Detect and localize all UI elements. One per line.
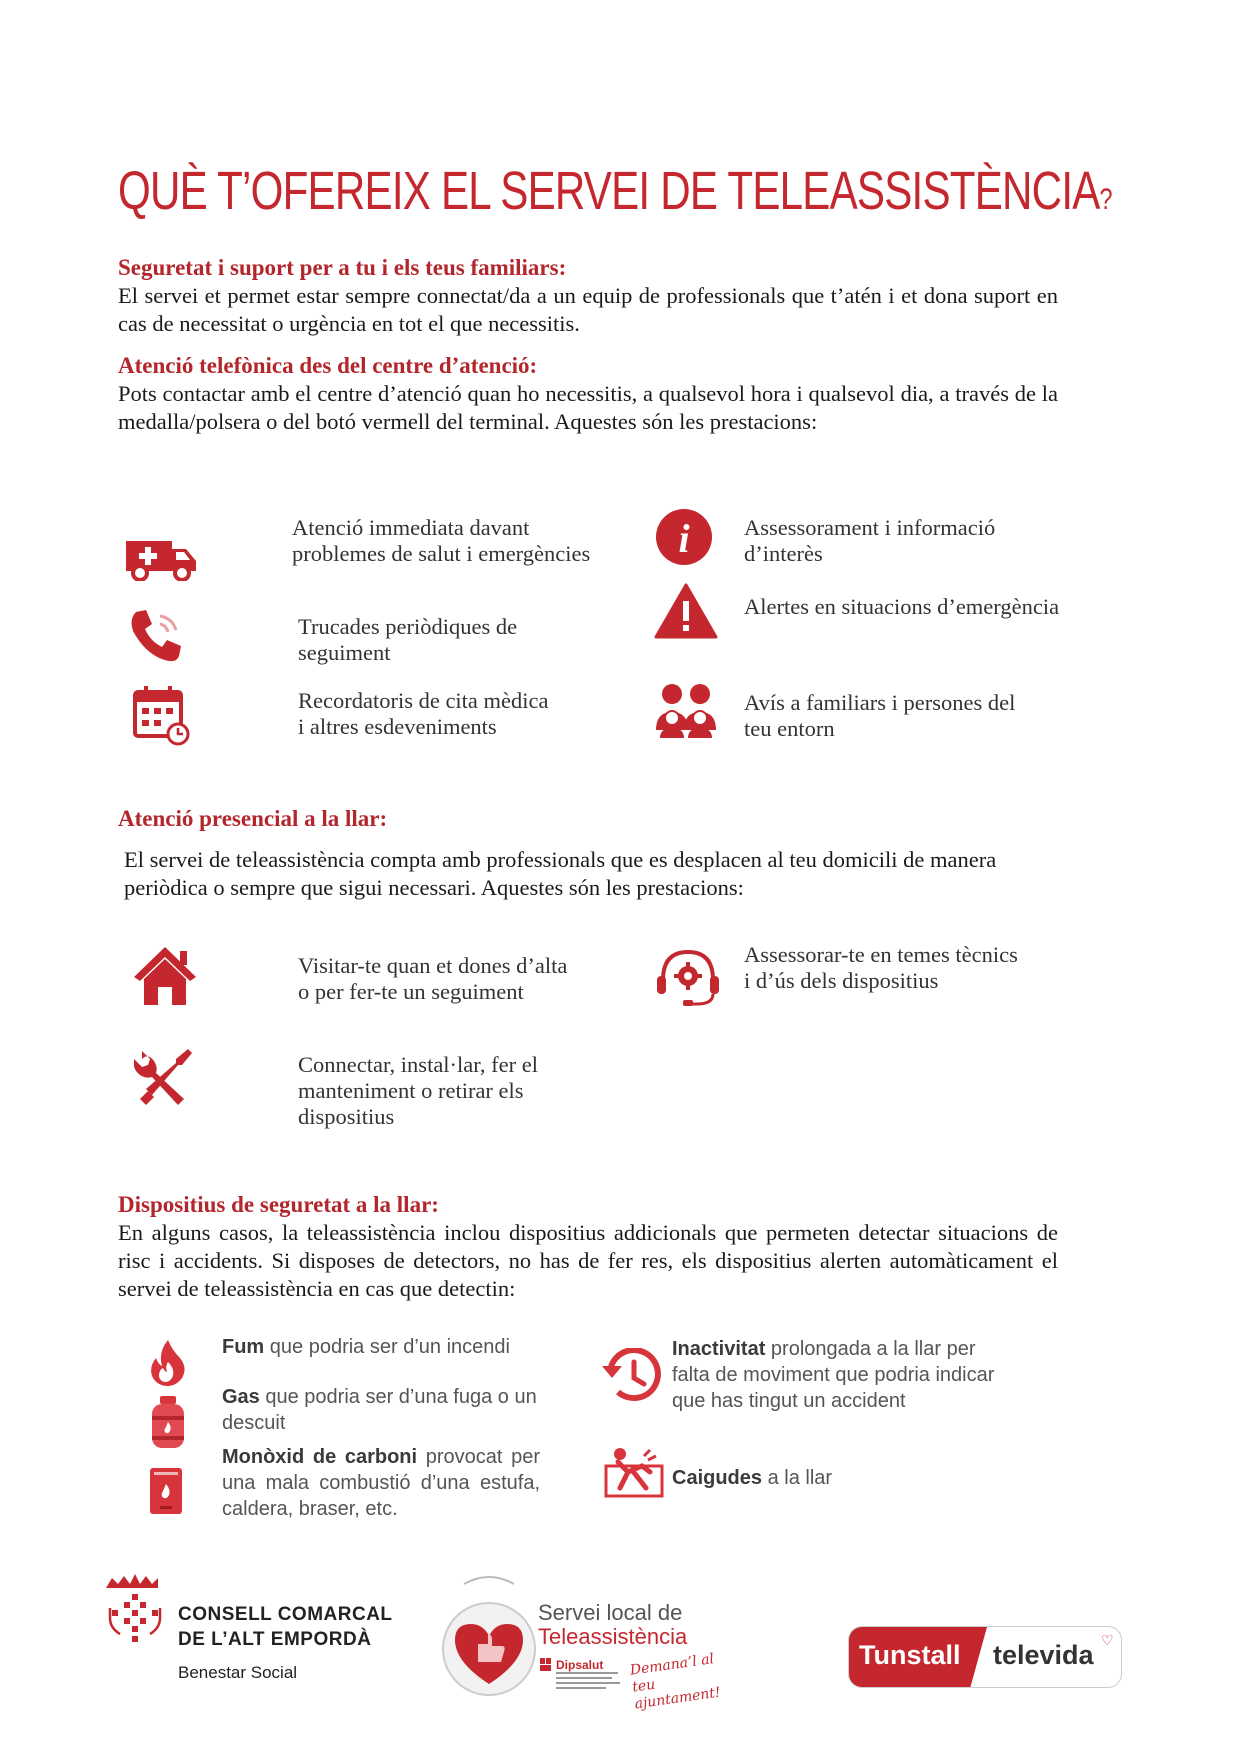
section-text-security: El servei et permet estar sempre connectat/da a un equip de professionals que t’atén i et dona suport en cas de necessitat o urgència en tot el que necessitis. <box>118 283 1058 336</box>
consell-coat-of-arms-logo <box>106 1572 164 1646</box>
device-item-smoke: Fum que podria ser d’un incendi <box>222 1336 510 1358</box>
house-icon <box>132 945 198 1007</box>
device-item-falls: Caigudes a la llar <box>672 1467 833 1489</box>
heart-small-icon: ♡ <box>1101 1634 1114 1649</box>
section-text-devices: En alguns casos, la teleassistència inclou dispositius addicionals que permeten detectar situacions de risc i accidents. Si disposes de detectors, no has de fer res, els dispositius alerten automàticament el servei de teleassistència en cas que detectin: <box>118 1220 1058 1301</box>
service-item-reminders: Recordatoris de cita mèdica i altres esdeveniments <box>298 688 549 739</box>
televida-label: televida <box>993 1640 1094 1670</box>
tunstall-label: Tunstall <box>859 1640 961 1670</box>
tunstall-televida-logo <box>848 1626 1122 1688</box>
servei-title-line1: Servei local de <box>538 1600 683 1625</box>
svg-text:i: i <box>678 516 690 561</box>
co-detector-icon <box>146 1466 186 1516</box>
device-item-inactivity: Inactivitat prolongada a la llar per falta de moviment que podria indicar que has tingut un accident <box>672 1338 995 1412</box>
device-item-co: Monòxid de carboni provocat per una mala combustió d’una estufa, caldera, braser, etc. <box>222 1446 540 1520</box>
info-icon <box>655 508 713 566</box>
phone-icon <box>126 606 186 666</box>
section-heading-phone: Atenció telefònica des del centre d’atenció: <box>118 353 538 378</box>
section-heading-home: Atenció presencial a la llar: <box>118 806 388 831</box>
ambulance-icon <box>122 535 200 581</box>
dipsalut-label: Dipsalut <box>556 1658 604 1672</box>
servei-slogan: Demana’l al teu ajuntament! <box>628 1651 722 1713</box>
service-item-family: Avís a familiars i persones del teu entorn <box>744 690 1016 741</box>
section-text-phone: Pots contactar amb el centre d’atenció quan ho necessitis, a qualsevol hora i qualsevol dia, a través de la medalla/polsera o del botó vermell del terminal. Aquestes són les prestacions: <box>118 381 1058 434</box>
section-heading-devices: Dispositius de seguretat a la llar: <box>118 1192 439 1217</box>
section-text-home: El servei de teleassistència compta amb professionals que es desplacen al teu domicili de manera periòdica o sempre que sigui necessari. Aquestes són les prestacions: <box>124 847 997 900</box>
service-item-calls: Trucades periòdiques de seguiment <box>298 614 518 665</box>
service-item-immediate: Atenció immediata davant problemes de salut i emergències <box>292 515 591 566</box>
home-item-advice: Assessorar-te en temes tècnics i d’ús dels dispositius <box>744 942 1018 993</box>
home-item-visit: Visitar-te quan et dones d’alta o per fer-te un seguiment <box>298 953 568 1004</box>
consell-logo-text: CONSELL COMARCAL DE L’ALT EMPORDÀ <box>178 1604 393 1650</box>
service-item-alerts: Alertes en situacions d’emergència <box>744 594 1060 619</box>
tools-icon <box>134 1047 194 1107</box>
calendar-icon <box>132 684 190 746</box>
fire-icon <box>150 1338 186 1386</box>
home-item-install: Connectar, instal·lar, fer el manteniment o retirar els dispositius <box>298 1052 538 1129</box>
dipsalut-logo-icon <box>540 1658 552 1672</box>
fall-icon <box>604 1446 664 1498</box>
service-item-info: Assessorament i informació d’interès <box>744 515 996 566</box>
servei-title-line2: Teleassistència <box>538 1624 688 1649</box>
heart-medal-icon <box>434 1574 544 1702</box>
section-heading-security: Seguretat i suport per a tu i els teus familiars: <box>118 255 567 280</box>
gas-bottle-icon <box>148 1394 188 1452</box>
family-icon <box>654 680 718 740</box>
inactivity-icon <box>600 1348 664 1404</box>
dipsalut-fineprint <box>556 1672 622 1694</box>
device-item-gas: Gas que podria ser d’una fuga o un descuit <box>222 1386 537 1434</box>
warning-icon <box>654 583 718 639</box>
headset-gear-icon <box>655 948 721 1008</box>
page-title: QUÈ T’OFEREIX EL SERVEI DE TELEASSISTÈNCIA? <box>118 161 1112 221</box>
consell-subtitle: Benestar Social <box>178 1663 298 1682</box>
